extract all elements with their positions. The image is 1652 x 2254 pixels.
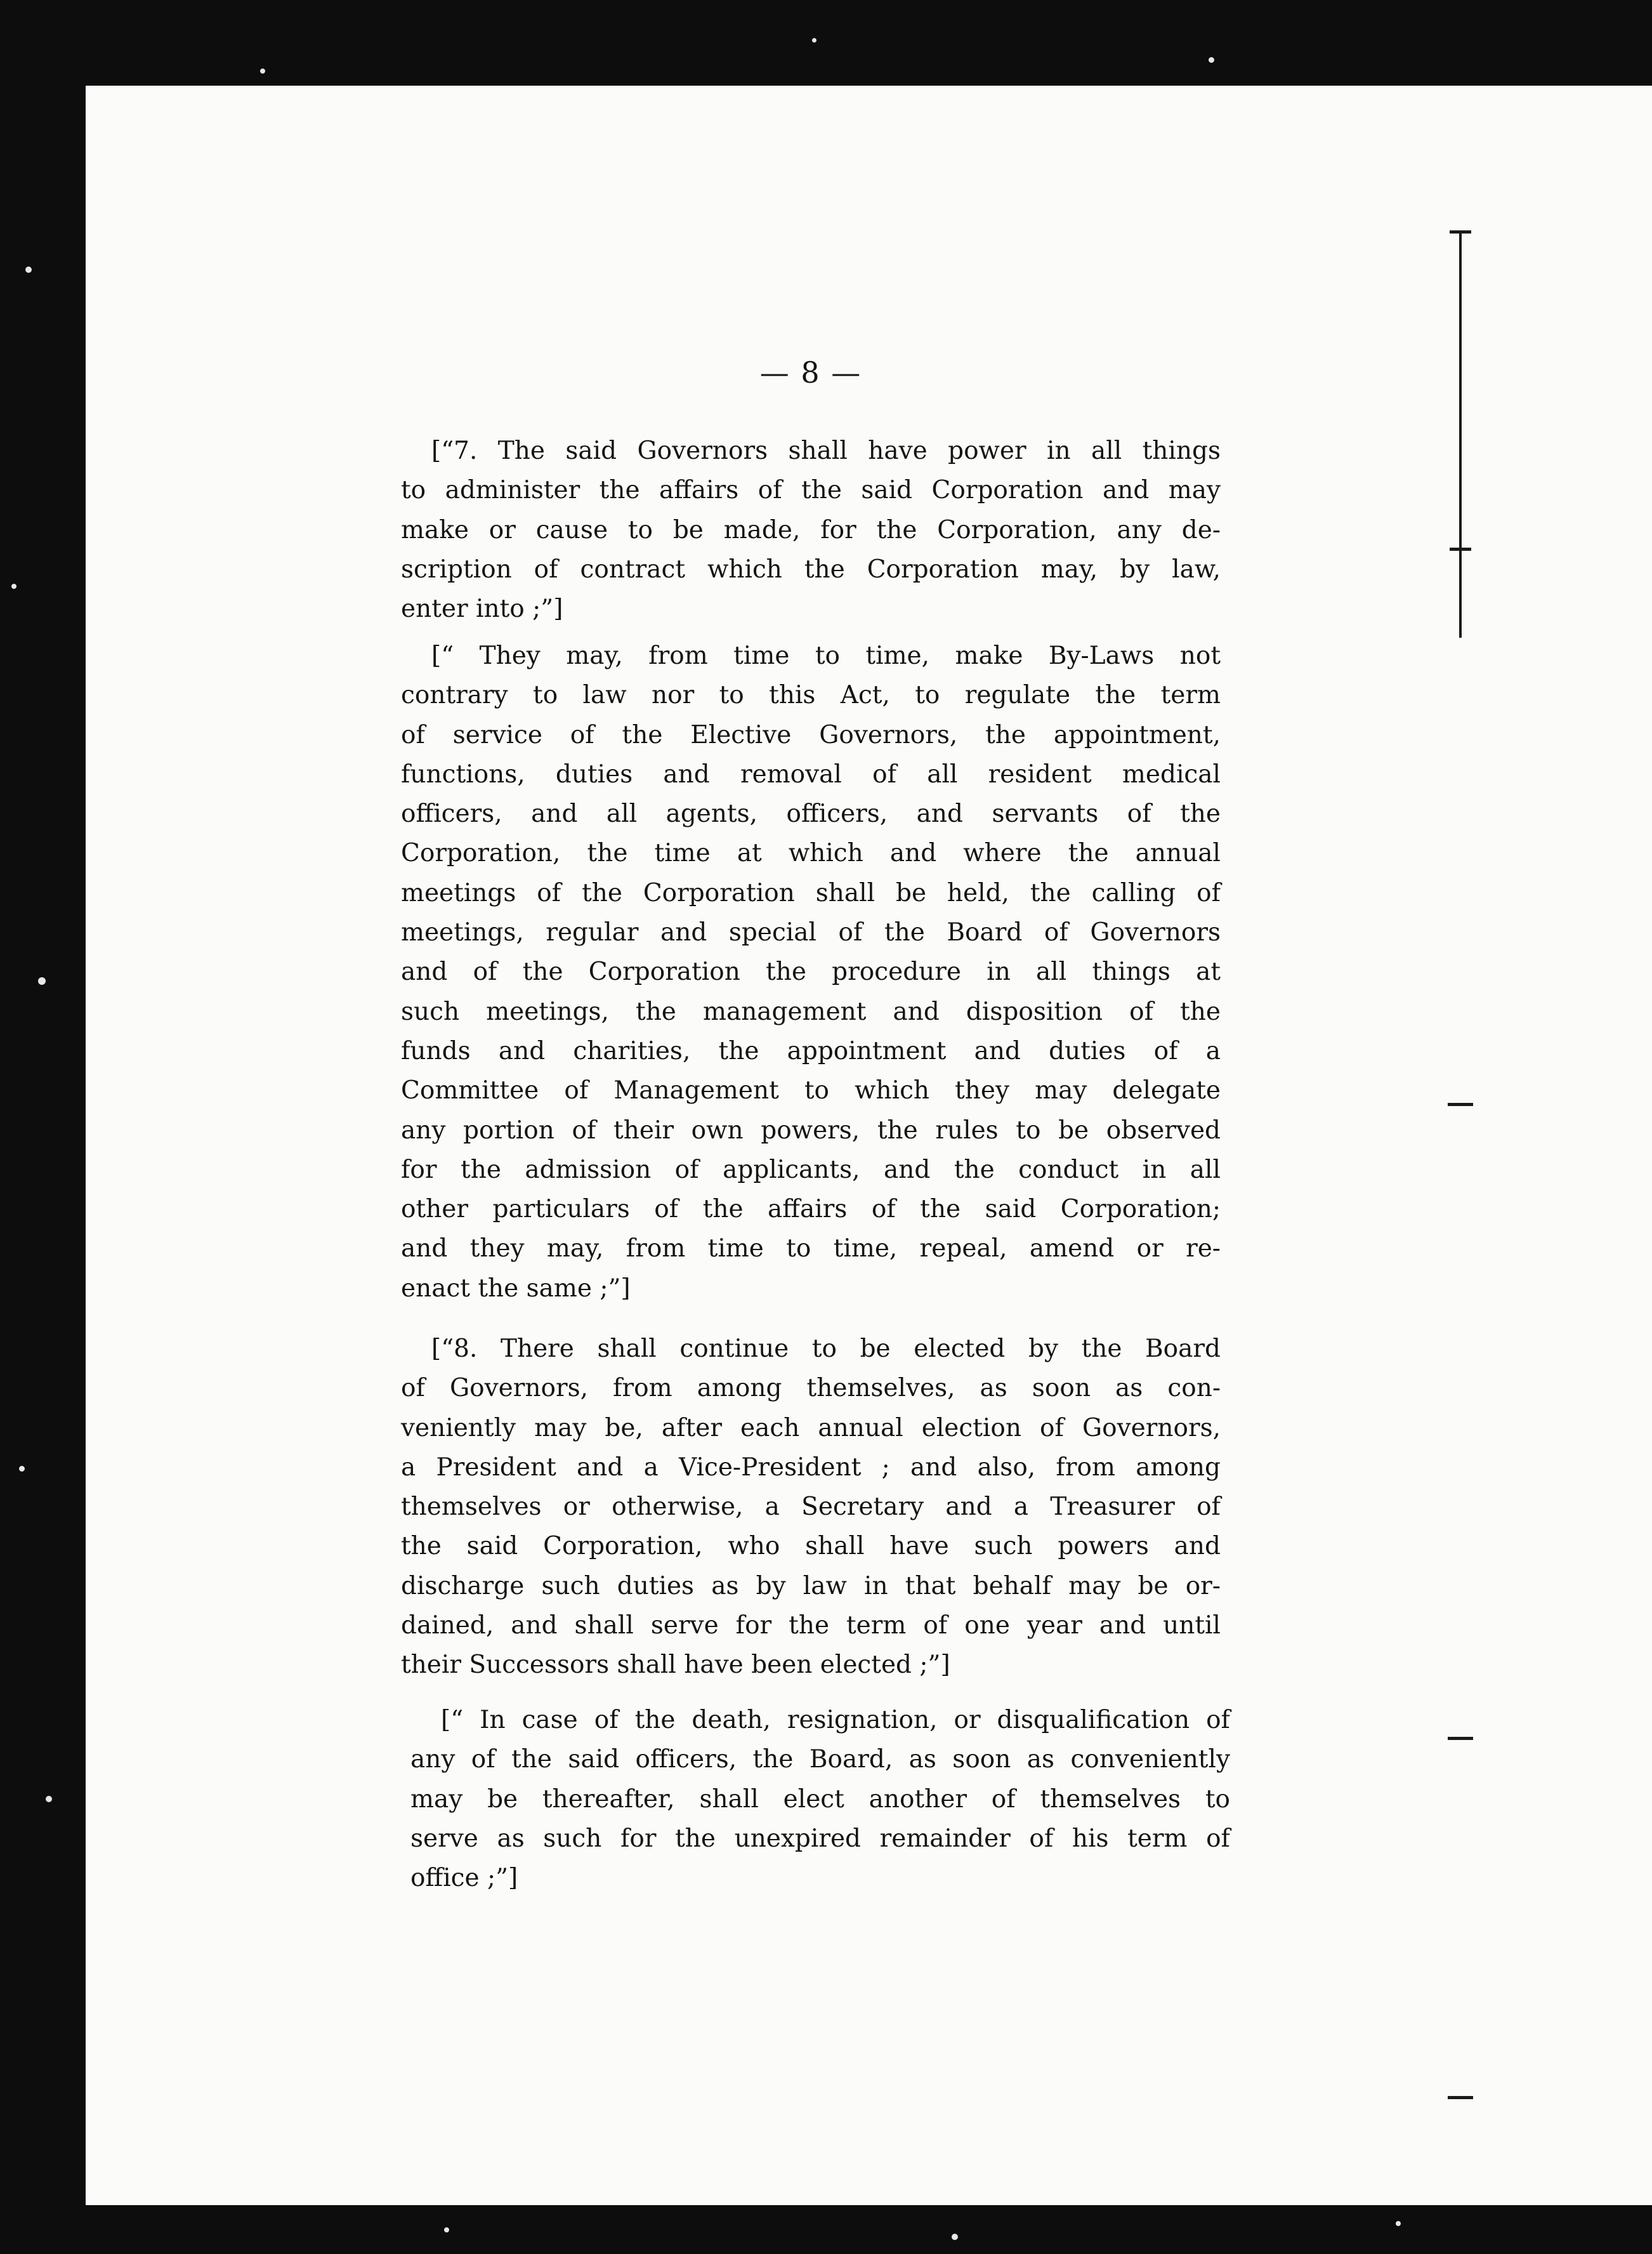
binding-tick [1450, 548, 1471, 551]
text-line: such meetings, the management and disposition of the [401, 997, 1221, 1026]
text-line: their Successors shall have been elected ;”] [401, 1651, 950, 1680]
text-line: enact the same ;”] [401, 1274, 631, 1303]
binding-tick [1448, 1737, 1473, 1740]
text-line: meetings of the Corporation shall be held, the calling of [401, 878, 1221, 907]
text-line: and they may, from time to time, repeal, amend or re- [401, 1234, 1221, 1263]
text-line: enter into ;”] [401, 595, 563, 624]
binding-mark [1459, 232, 1462, 638]
dust-speck [1209, 57, 1214, 63]
text-line: Corporation, the time at which and where the annual [401, 839, 1221, 868]
text-line: discharge such duties as by law in that behalf may be or- [401, 1571, 1221, 1600]
text-line: the said Corporation, who shall have such powers and [401, 1532, 1221, 1561]
paragraph-by-laws [401, 636, 1221, 1308]
text-line: officers, and all agents, officers, and servants of the [401, 800, 1221, 829]
dust-speck [11, 584, 16, 589]
dust-speck [444, 2227, 449, 2232]
text-line: [“ In case of the death, resignation, or disqualification of [441, 1706, 1230, 1734]
text-line: [“7. The said Governors shall have power in all things [431, 437, 1221, 465]
dust-speck [19, 1466, 25, 1472]
dust-speck [1396, 2221, 1401, 2226]
text-line: may be thereafter, shall elect another of themselves to [410, 1784, 1230, 1814]
text-line: a President and a Vice-President ; and also, from among [401, 1453, 1221, 1482]
text-line: other particulars of the affairs of the said Corporation; [401, 1195, 1221, 1224]
text-line: themselves or otherwise, a Secretary and a Treasurer of [401, 1493, 1221, 1522]
dust-speck [952, 2234, 958, 2240]
paragraph-section-8 [401, 1329, 1221, 1685]
text-line: for the admission of applicants, and the conduct in all [401, 1155, 1221, 1184]
text-line: Committee of Management to which they may delegate [401, 1076, 1221, 1105]
paragraph-section-7 [401, 432, 1221, 629]
text-line: dained, and shall serve for the term of one year and until [401, 1611, 1221, 1640]
text-line: serve as such for the unexpired remainder of his term of [410, 1824, 1230, 1853]
text-line: of service of the Elective Governors, the appointment, [401, 720, 1221, 749]
page-number: — 8 — [759, 355, 862, 390]
dust-speck [260, 69, 265, 74]
text-line: any of the said officers, the Board, as soon as conveniently [410, 1745, 1230, 1774]
text-line: make or cause to be made, for the Corporation, any de- [401, 515, 1221, 544]
text-line: veniently may be, after each annual election of Governors, [401, 1413, 1221, 1442]
document-page [86, 86, 1652, 2205]
dust-speck [812, 38, 816, 43]
text-line: contrary to law nor to this Act, to regulate the term [401, 681, 1221, 710]
text-line: of Governors, from among themselves, as soon as con- [401, 1374, 1221, 1403]
text-line: and of the Corporation the procedure in all things at [401, 958, 1221, 987]
text-line: to administer the affairs of the said Corporation and may [401, 476, 1221, 505]
text-line: functions, duties and removal of all resident medical [401, 760, 1221, 789]
text-line: [“ They may, from time to time, make By-Laws not [431, 642, 1221, 670]
text-line: office ;”] [410, 1864, 518, 1893]
text-line: meetings, regular and special of the Board of Governors [401, 918, 1221, 947]
dust-speck [38, 977, 46, 985]
dust-speck [46, 1796, 52, 1802]
text-line: [“8. There shall continue to be elected by the Board [431, 1335, 1221, 1363]
dust-speck [25, 267, 32, 273]
binding-tick [1450, 230, 1471, 234]
text-line: scription of contract which the Corporation may, by law, [401, 555, 1221, 584]
text-line: funds and charities, the appointment and duties of a [401, 1036, 1221, 1065]
binding-tick [1448, 1103, 1473, 1106]
paragraph-vacancy [410, 1701, 1230, 1898]
text-line: any portion of their own powers, the rules to be observed [401, 1116, 1221, 1145]
binding-tick [1448, 2096, 1473, 2099]
